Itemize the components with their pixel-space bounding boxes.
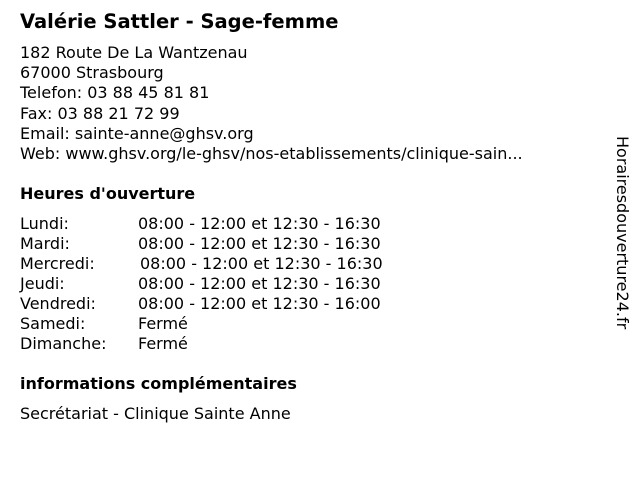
watermark-text: Horairesdouverture24.fr [613, 136, 632, 330]
info-text: Secrétariat - Clinique Sainte Anne [20, 404, 291, 423]
email-address: Email: sainte-anne@ghsv.org [20, 123, 254, 143]
hours-day: Jeudi: [20, 274, 65, 293]
info-heading: informations complémentaires [20, 374, 297, 393]
hours-day: Dimanche: [20, 334, 107, 353]
hours-day: Vendredi: [20, 294, 96, 313]
hours-time: Fermé [138, 334, 188, 353]
site-watermark [612, 136, 632, 368]
hours-time: 08:00 - 12:00 et 12:30 - 16:30 [138, 234, 381, 253]
hours-heading: Heures d'ouverture [20, 184, 196, 203]
contact-block [20, 43, 523, 164]
address-street: 182 Route De La Wantzenau [20, 43, 248, 62]
hours-time: 08:00 - 12:00 et 12:30 - 16:30 [138, 214, 381, 233]
website-url: Web: www.ghsv.org/le-ghsv/nos-etablissements/clinique-sain... [20, 143, 523, 163]
address-city: 67000 Strasbourg [20, 63, 164, 83]
fax-number: Fax: 03 88 21 72 99 [20, 103, 180, 123]
hours-day: Mercredi: [20, 254, 95, 273]
hours-time: 08:00 - 12:00 et 12:30 - 16:30 [140, 254, 383, 273]
hours-day: Samedi: [20, 314, 86, 333]
hours-day: Mardi: [20, 234, 70, 253]
hours-time: Fermé [138, 314, 188, 333]
phone-number: Telefon: 03 88 45 81 81 [20, 83, 210, 103]
page-title: Valérie Sattler - Sage-femme [20, 10, 339, 33]
hours-time: 08:00 - 12:00 et 12:30 - 16:30 [138, 274, 381, 293]
hours-time: 08:00 - 12:00 et 12:30 - 16:00 [138, 294, 381, 313]
hours-day: Lundi: [20, 214, 69, 233]
